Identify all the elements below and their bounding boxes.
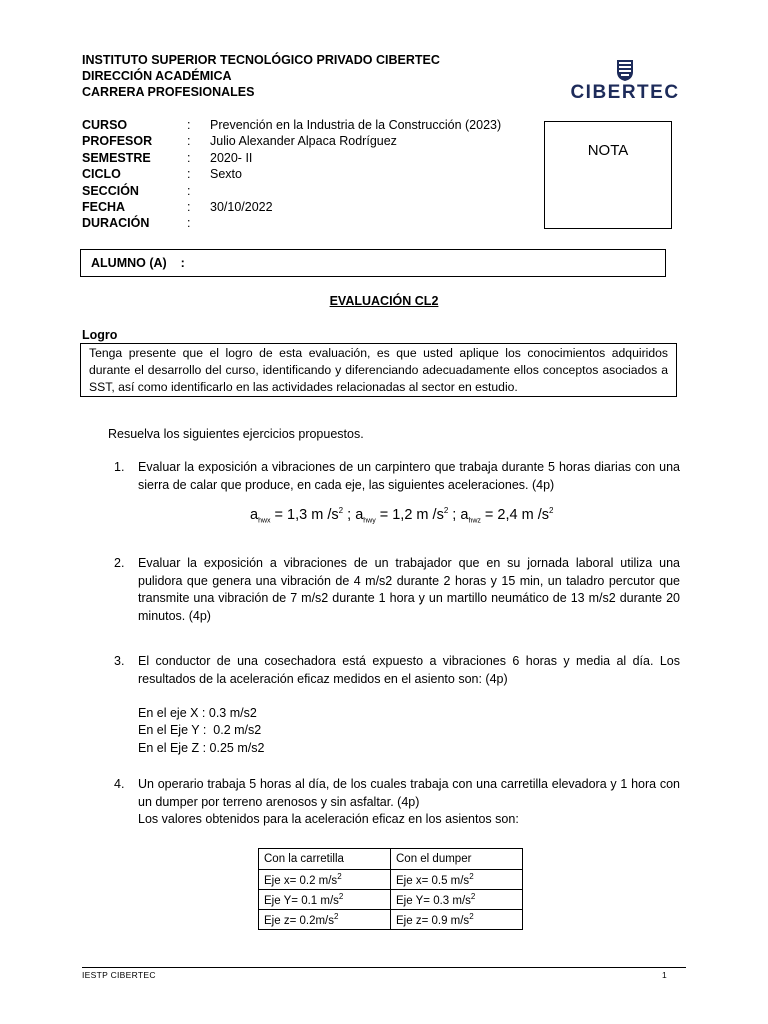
logro-label: Logro — [82, 328, 118, 342]
info-value: Julio Alexander Alpaca Rodríguez — [210, 134, 397, 148]
instructions-text: Resuelva los siguientes ejercicios propuestos. — [108, 427, 364, 441]
table-cell — [391, 890, 523, 910]
info-value: 2020- II — [210, 151, 253, 165]
table-cell — [259, 870, 391, 890]
info-sep: : — [187, 134, 191, 148]
footer-institution: IESTP CIBERTEC — [82, 970, 156, 980]
cell-value: Eje Y= 0.3 m/s — [396, 894, 471, 907]
formula-value-x: = 1,3 m /s — [270, 506, 339, 523]
evaluation-title-text: EVALUACIÓN CL2 — [329, 294, 439, 308]
question-number: 2. — [114, 556, 125, 570]
formula-a-y: a — [355, 506, 364, 523]
formula-sub-y: hwy — [363, 517, 376, 525]
alumno-label: ALUMNO (A) : — [91, 256, 185, 270]
question-number: 4. — [114, 777, 125, 791]
cell-value: Eje x= 0.5 m/s — [396, 874, 470, 887]
formula-exp-x: 2 — [338, 506, 344, 515]
axis-y-value: En el Eje Y : 0.2 m/s2 — [138, 723, 262, 737]
question-text: Evaluar la exposición a vibraciones de un carpintero que trabaja durante 5 horas diarias con una sierra de calar que produce, en cada eje, las siguientes aceleraciones. (4p) — [138, 460, 680, 492]
info-value: Prevención en la Industria de la Construcción (2023) — [210, 118, 502, 132]
table-cell — [259, 890, 391, 910]
table-row — [259, 890, 523, 910]
axis-x-value: En el eje X : 0.3 m/s2 — [138, 706, 257, 720]
question-text: Evaluar la exposición a vibraciones de un trabajador que en su jornada laboral utiliza una pulidora que genera una vibración de 4 m/s2 durante 2 horas y 15 min, un taladro percutor que transmite una vibración de 7 m/s2 durante 1 hora y un martillo neumático de 13 m/s2 durante 20 minutos. (4p) — [138, 556, 680, 623]
formula-sub-z: hwz — [468, 517, 481, 525]
formula-exp-y: 2 — [443, 506, 449, 515]
formula-value-z: = 2,4 m /s — [480, 506, 550, 523]
career-name: CARRERA PROFESIONALES — [82, 85, 255, 99]
vibration-table — [258, 848, 523, 930]
info-key: PROFESOR — [82, 134, 153, 148]
info-key: SEMESTRE — [82, 151, 151, 165]
cell-value: Eje x= 0.2 m/s — [264, 874, 338, 887]
cell-exponent: 2 — [470, 892, 476, 902]
logro-box: Tenga presente que el logro de esta evaluación, es que usted aplique los conocimientos adquiridos durante el desarrollo del curso, identificando y diferenciando adecuadamente ellos conceptos asociados a SST, así como identificarlo en las actividades relacionadas al sector en estudio. — [80, 343, 677, 397]
table-header-row — [259, 849, 523, 870]
formula-exp-z: 2 — [549, 506, 554, 515]
cell-exponent: 2 — [337, 872, 342, 882]
info-sep: : — [187, 184, 191, 198]
cell-exponent: 2 — [338, 892, 344, 902]
info-value: Sexto — [210, 167, 242, 181]
cell-exponent: 2 — [469, 912, 474, 922]
formula-a-x: a — [250, 506, 259, 523]
question-number: 3. — [114, 654, 125, 668]
nota-box — [544, 121, 672, 229]
question-text: Un operario trabaja 5 horas al día, de los cuales trabaja con una carretilla elevadora y 1 hora con un dumper por terreno arenosos y sin asfaltar. (4p) — [138, 777, 680, 809]
question-number: 1. — [114, 460, 125, 474]
evaluation-title — [0, 294, 768, 308]
cell-exponent: 2 — [334, 912, 339, 922]
table-cell — [391, 870, 523, 890]
table-cell — [391, 910, 523, 930]
cell-exponent: 2 — [469, 872, 474, 882]
formula-sub-x: hwx — [258, 517, 271, 525]
formula-a-z: a — [460, 506, 469, 523]
cibertec-logo — [560, 58, 690, 108]
info-sep: : — [187, 167, 191, 181]
info-value: 30/10/2022 — [210, 200, 273, 214]
acceleration-formula — [250, 506, 553, 525]
info-key: CICLO — [82, 167, 121, 181]
info-key: DURACIÓN — [82, 216, 150, 230]
shield-icon — [560, 58, 690, 82]
info-key: SECCIÓN — [82, 184, 139, 198]
info-key: CURSO — [82, 118, 128, 132]
cell-value: Eje Y= 0.1 m/s — [264, 894, 339, 907]
cell-value: Eje z= 0.9 m/s — [396, 914, 470, 927]
info-sep: : — [187, 216, 191, 230]
department-name: DIRECCIÓN ACADÉMICA — [82, 69, 232, 83]
info-sep: : — [187, 118, 191, 132]
info-key: FECHA — [82, 200, 126, 214]
table-header-cell: Con el dumper — [391, 849, 523, 870]
table-row — [259, 870, 523, 890]
table-cell — [259, 910, 391, 930]
footer-divider — [82, 967, 686, 968]
table-header-cell: Con la carretilla — [259, 849, 391, 870]
cell-value: Eje z= 0.2m/s — [264, 914, 334, 927]
formula-value-y: = 1,2 m /s — [375, 506, 444, 523]
alumno-box — [80, 249, 666, 277]
info-sep: : — [187, 151, 191, 165]
nota-label: NOTA — [587, 142, 629, 159]
question-4-extra: Los valores obtenidos para la aceleración eficaz en los asientos son: — [138, 812, 519, 826]
table-row — [259, 910, 523, 930]
institution-name: INSTITUTO SUPERIOR TECNOLÓGICO PRIVADO CIBERTEC — [82, 53, 440, 67]
formula-sep: ; — [343, 506, 356, 523]
axis-z-value: En el Eje Z : 0.25 m/s2 — [138, 741, 265, 755]
info-sep: : — [187, 200, 191, 214]
formula-sep: ; — [448, 506, 461, 523]
question-text: El conductor de una cosechadora está expuesto a vibraciones 6 horas y media al día. Los resultados de la aceleración eficaz medidos en el asiento son: (4p) — [138, 654, 680, 686]
page-number: 1 — [662, 970, 667, 980]
logo-text: CIBERTEC — [570, 82, 680, 103]
